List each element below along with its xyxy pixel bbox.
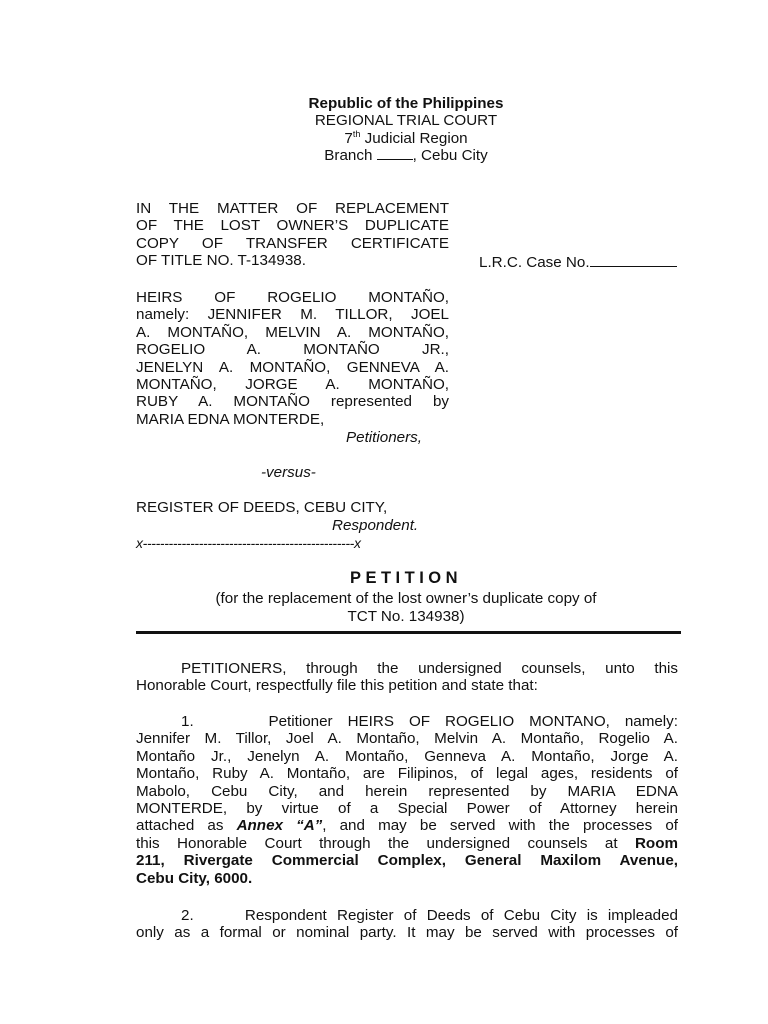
case-number (479, 254, 677, 271)
p1-served: , and may be served with the processes of (322, 817, 678, 835)
p1-line (136, 817, 678, 834)
branch-city: , Cebu City (412, 147, 488, 164)
p1-line (136, 713, 678, 730)
respondent-name: REGISTER OF DEEDS, CEBU CITY, (136, 499, 388, 516)
petition-subtitle-1: (for the replacement of the lost owner’s duplicate copy of (215, 590, 597, 607)
paragraph-2 (136, 907, 678, 942)
branch-label: Branch (324, 147, 377, 164)
heirs-line: A. MONTAÑO, MELVIN A. MONTAÑO, (136, 323, 449, 341)
intro-line: Honorable Court, respectfully file this petition and state that: (136, 677, 538, 695)
heirs-line: JENELYN A. MONTAÑO, GENNEVA A. (136, 358, 449, 376)
case-number-label: L.R.C. Case No. (479, 254, 590, 271)
heirs-line: MARIA EDNA MONTERDE, (136, 410, 325, 428)
region-text: Judicial Region (360, 130, 468, 147)
petition-subtitle-2: TCT No. 134938) (347, 608, 465, 625)
p1-counsel: this Honorable Court through the undersigned counsels at (136, 834, 635, 852)
matter-line: COPY OF TRANSFER CERTIFICATE (136, 234, 449, 252)
branch-heading (0, 147, 768, 164)
address-line: 211, Rivergate Commercial Complex, General Maxilom Avenue, (136, 852, 678, 870)
region-heading (0, 130, 768, 147)
intro-line (136, 660, 678, 677)
p1-text-1: 1. Petitioner HEIRS OF ROGELIO MONTANO, namely: (181, 713, 678, 730)
matter-caption (136, 200, 449, 270)
heirs-line: HEIRS OF ROGELIO MONTAÑO, (136, 289, 449, 306)
address-city: Cebu City, 6000. (136, 869, 253, 887)
p1-line: Jennifer M. Tillor, Joel A. Montaño, Melvin A. Montaño, Rogelio A. (136, 730, 678, 748)
court-heading: REGIONAL TRIAL COURT (314, 112, 498, 129)
petitioners-label: Petitioners, (346, 429, 422, 446)
intro-text-1: PETITIONERS, through the undersigned counsels, unto this (181, 660, 678, 677)
heirs-line: MONTAÑO, JORGE A. MONTAÑO, (136, 375, 449, 393)
p2-text-1: 2. Respondent Register of Deeds of Cebu City is impleaded (181, 907, 678, 924)
p1-line (136, 835, 678, 852)
petitioners-caption (136, 289, 449, 428)
branch-blank (377, 147, 413, 160)
heirs-line: RUBY A. MONTAÑO represented by (136, 393, 449, 411)
case-number-blank (590, 254, 677, 267)
republic-heading: Republic of the Philippines (308, 95, 504, 112)
paragraph-1 (136, 713, 678, 887)
caption-separator: x-------------------------------------------------x (136, 535, 361, 551)
p2-line (136, 907, 678, 924)
heirs-line: ROGELIO A. MONTAÑO JR., (136, 341, 449, 359)
matter-line: OF THE LOST OWNER’S DUPLICATE (136, 217, 449, 235)
p1-line: Montaño, Ruby A. Montaño, are Filipinos, of legal ages, residents of (136, 765, 678, 783)
annex-reference: Annex “A” (236, 817, 323, 835)
p1-attached: attached as (136, 817, 237, 835)
p1-line: Montaño Jr., Jenelyn A. Montaño, Genneva A. Montaño, Jorge A. (136, 747, 678, 765)
matter-line: IN THE MATTER OF REPLACEMENT (136, 200, 449, 217)
intro-paragraph (136, 660, 678, 695)
matter-line: OF TITLE NO. T-134938. (136, 252, 306, 270)
p1-line: Mabolo, Cebu City, and herein represented by MARIA EDNA (136, 782, 678, 800)
p2-line: only as a formal or nominal party. It may be served with processes of (136, 924, 678, 942)
region-number: 7 (344, 130, 353, 147)
p1-line: MONTERDE, by virtue of a Special Power of Attorney herein (136, 799, 678, 817)
respondent-label: Respondent. (332, 517, 419, 534)
versus-label: -versus- (261, 464, 316, 481)
title-rule (136, 631, 681, 634)
region-ordinal: th (352, 128, 361, 139)
petition-title: PETITION (349, 569, 463, 587)
address-room: Room (634, 834, 678, 852)
heirs-line: namely: JENNIFER M. TILLOR, JOEL (136, 306, 449, 324)
